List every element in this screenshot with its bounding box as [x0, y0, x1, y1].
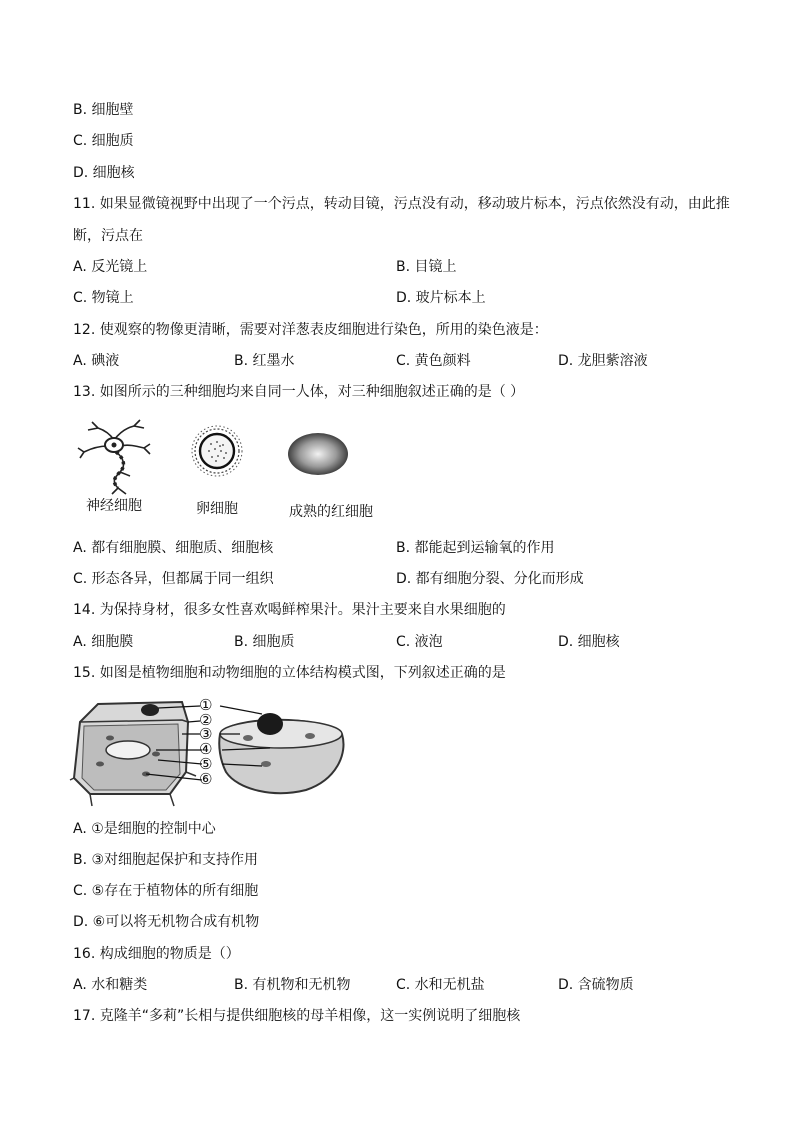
q11-option-b: B. 目镜上: [396, 259, 457, 275]
q12-option-b: B. 红墨水: [234, 353, 295, 369]
q13-stem: 13. 如图所示的三种细胞均来自同一人体，对三种细胞叙述正确的是（ ）: [73, 384, 525, 400]
q12-option-c: C. 黄色颜料: [396, 353, 471, 369]
q14-option-c: C. 液泡: [396, 634, 443, 650]
q14-option-b: B. 细胞质: [234, 634, 295, 650]
q16-stem: 16. 构成细胞的物质是（）: [73, 946, 240, 962]
q10-option-b: B. 细胞壁: [73, 102, 134, 118]
marker-5: ⑤: [199, 755, 213, 773]
q11-stem-line2: 断，污点在: [73, 228, 143, 244]
q12-option-d: D. 龙胆紫溶液: [558, 353, 648, 369]
q15-option-a: A. ①是细胞的控制中心: [73, 821, 216, 837]
q13-option-d: D. 都有细胞分裂、分化而形成: [396, 571, 584, 587]
egg-cell-label: 卵细胞: [196, 501, 238, 517]
q16-option-d: D. 含硫物质: [558, 977, 634, 993]
marker-6: ⑥: [199, 770, 213, 788]
q11-option-a: A. 反光镜上: [73, 259, 148, 275]
red-blood-cell-label: 成熟的红细胞: [289, 504, 373, 520]
q15-stem: 15. 如图是植物细胞和动物细胞的立体结构模式图，下列叙述正确的是: [73, 665, 506, 681]
q14-option-a: A. 细胞膜: [73, 634, 134, 650]
q17-stem: 17. 克隆羊“多莉”长相与提供细胞核的母羊相像，这一实例说明了细胞核: [73, 1008, 521, 1024]
q15-option-d: D. ⑥可以将无机物合成有机物: [73, 914, 260, 930]
q16-option-a: A. 水和糖类: [73, 977, 148, 993]
q14-stem: 14. 为保持身材，很多女性喜欢喝鲜榨果汁。果汁主要来自水果细胞的: [73, 602, 506, 618]
q10-option-c: C. 细胞质: [73, 133, 134, 149]
q12-option-a: A. 碘液: [73, 353, 120, 369]
red-blood-cell-illustration: [287, 432, 349, 476]
marker-4: ④: [199, 740, 213, 758]
q16-option-c: C. 水和无机盐: [396, 977, 485, 993]
q12-stem: 12. 使观察的物像更清晰，需要对洋葱表皮细胞进行染色，所用的染色液是：: [73, 322, 548, 338]
q15-option-c: C. ⑤存在于植物体的所有细胞: [73, 883, 259, 899]
neuron-illustration: [74, 418, 154, 496]
q11-option-d: D. 玻片标本上: [396, 290, 486, 306]
q13-option-b: B. 都能起到运输氧的作用: [396, 540, 555, 556]
marker-1: ①: [199, 696, 213, 714]
egg-cell-illustration: [190, 424, 244, 478]
q13-option-a: A. 都有细胞膜、细胞质、细胞核: [73, 540, 274, 556]
marker-3: ③: [199, 725, 213, 743]
q15-option-b: B. ③对细胞起保护和支持作用: [73, 852, 259, 868]
q16-option-b: B. 有机物和无机物: [234, 977, 351, 993]
q10-option-d: D. 细胞核: [73, 165, 135, 181]
marker-2: ②: [199, 711, 213, 729]
q11-option-c: C. 物镜上: [73, 290, 134, 306]
q14-option-d: D. 细胞核: [558, 634, 620, 650]
q13-option-c: C. 形态各异，但都属于同一组织: [73, 571, 274, 587]
q11-stem-line1: 11. 如果显微镜视野中出现了一个污点，转动目镜，污点没有动，移动玻片标本，污点依然没有动，由此推: [73, 196, 730, 212]
neuron-label: 神经细胞: [86, 498, 142, 514]
